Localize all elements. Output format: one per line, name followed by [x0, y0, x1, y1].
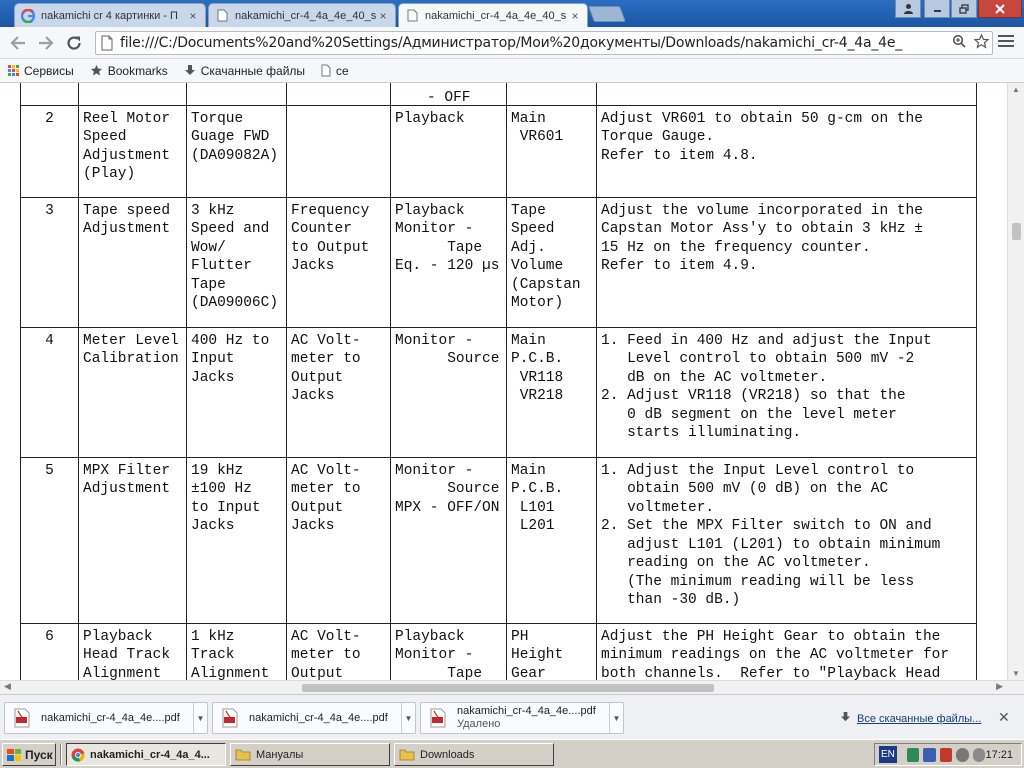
zoom-icon[interactable] [948, 34, 970, 52]
bookmark-label: Скачанные файлы [200, 63, 306, 78]
cell-test-tape: 1 kHz Track Alignment [187, 623, 287, 680]
cell-item: Playback Head Track Alignment [79, 623, 187, 680]
taskbar-item-label: Downloads [420, 748, 475, 761]
clock: 17:21 [985, 748, 1013, 761]
pdf-file-icon [429, 708, 447, 728]
chevron-down-icon[interactable]: ▼ [193, 703, 207, 733]
page-icon [321, 64, 331, 77]
cell-num: 3 [21, 197, 79, 327]
download-filename: nakamichi_cr-4_4a_4e....pdf [249, 711, 388, 724]
download-filename: nakamichi_cr-4_4a_4e....pdf [41, 711, 180, 724]
pdf-viewport[interactable] [0, 83, 1024, 680]
taskbar-item-label: Мануалы [256, 748, 304, 761]
start-button[interactable] [2, 743, 56, 766]
taskbar-item-chrome[interactable] [66, 743, 226, 766]
pdf-file-icon [221, 708, 239, 728]
cell-test-tape: 3 kHz Speed and Wow/ Flutter Tape (DA09006C) [187, 197, 287, 327]
download-icon [184, 64, 196, 77]
forward-button[interactable] [34, 32, 58, 54]
download-icon [840, 711, 851, 726]
cell-connection: Frequency Counter to Output Jacks [287, 197, 391, 327]
page-icon [215, 9, 229, 23]
close-window-button[interactable] [978, 0, 1022, 18]
cell-num: 5 [21, 457, 79, 623]
pdf-file-icon [13, 708, 31, 728]
tab-pdf-1[interactable] [208, 3, 396, 27]
menu-icon[interactable] [998, 35, 1014, 50]
cell-mode: Monitor - Source MPX - OFF/ON [391, 457, 507, 623]
cell-mode: - OFF [391, 83, 507, 105]
arrow-right-icon [38, 36, 54, 50]
download-item[interactable] [4, 702, 208, 734]
scroll-thumb[interactable] [1012, 223, 1021, 240]
page-icon [405, 9, 419, 23]
cell-item: MPX Filter Adjustment [79, 457, 187, 623]
taskbar-separator [60, 744, 62, 765]
update-icon[interactable] [973, 748, 986, 762]
download-info [457, 705, 609, 731]
download-shelf [0, 694, 1024, 739]
folder-icon [399, 748, 415, 761]
bookmark-label: Сервисы [24, 63, 74, 78]
cell-test-tape: 400 Hz to Input Jacks [187, 327, 287, 457]
back-button[interactable] [6, 32, 30, 54]
cell-connection: AC Volt- meter to Output Jacks [287, 457, 391, 623]
close-icon[interactable]: × [379, 8, 387, 23]
start-label: Пуск [25, 747, 53, 762]
reload-button[interactable] [62, 32, 86, 54]
scroll-left-icon[interactable]: ◀ [4, 681, 11, 691]
folder-icon [235, 748, 251, 761]
scroll-right-icon[interactable]: ▶ [996, 681, 1003, 691]
cell-adjust: PH Height Gear [507, 623, 597, 680]
arrow-left-icon [10, 36, 26, 50]
cell-num: 2 [21, 105, 79, 197]
cell-item: Tape speed Adjustment [79, 197, 187, 327]
cell-procedure: 1. Adjust the Input Level control to obtain 500 mV (0 dB) on the AC voltmeter. 2. Set the MPX Filter switch to ON and adjust L101 (L201) to obtain minimum reading on the AC voltmeter. (The minimum reading will be less than -30 dB.) [597, 457, 977, 623]
chevron-down-icon[interactable]: ▼ [401, 703, 415, 733]
table-row-partial [21, 83, 977, 105]
restore-button[interactable] [951, 0, 977, 18]
table-row [21, 457, 977, 623]
cell-mode: Playback Monitor - Tape Eq. - 120 µs [391, 197, 507, 327]
system-tray [874, 743, 1022, 766]
cell-connection: AC Volt- meter to Output [287, 623, 391, 680]
cell-adjust: Main P.C.B. VR118 VR218 [507, 327, 597, 457]
table-row [21, 197, 977, 327]
cell-adjust: Tape Speed Adj. Volume (Capstan Motor) [507, 197, 597, 327]
bookmark-services[interactable] [8, 64, 74, 78]
bookmark-ce[interactable] [321, 64, 349, 78]
bookmark-label: Bookmarks [107, 63, 168, 78]
download-item[interactable] [212, 702, 416, 734]
bookmark-bookmarks[interactable] [90, 64, 168, 78]
tab-strip [0, 0, 1024, 27]
app-tray-icon[interactable] [923, 748, 936, 762]
scroll-down-icon[interactable]: ▼ [1012, 669, 1020, 678]
tab-title: nakamichi_cr-4_4a_4e_40_s [425, 9, 567, 22]
cell-procedure: Adjust the volume incorporated in the Capstan Motor Ass'y to obtain 3 kHz ± 15 Hz on the frequency counter. Refer to item 4.9. [597, 197, 977, 327]
cell-connection [287, 105, 391, 197]
cell-adjust: Main P.C.B. L101 L201 [507, 457, 597, 623]
network-icon[interactable] [907, 748, 920, 762]
page-icon [100, 35, 114, 51]
tab-google-images[interactable] [14, 3, 206, 27]
download-item[interactable] [420, 702, 624, 734]
windows-logo-icon [7, 749, 21, 761]
cell-mode: Monitor - Source [391, 327, 507, 457]
cell-mode: Playback Monitor - Tape [391, 623, 507, 680]
cell-procedure: Adjust VR601 to obtain 50 g-cm on the Torque Gauge. Refer to item 4.8. [597, 105, 977, 197]
all-downloads-label: Все скачанные файлы... [857, 712, 982, 725]
close-icon[interactable]: ✕ [998, 709, 1010, 725]
volume-icon[interactable] [956, 748, 969, 762]
star-icon[interactable] [970, 34, 992, 53]
table-row [21, 105, 977, 197]
cell-mode: Playback [391, 105, 507, 197]
chevron-down-icon[interactable]: ▼ [609, 703, 623, 733]
url-text: file:///C:/Documents%20and%20Settings/Администратор/Мои%20документы/Downloads/nakamichi_cr-4_4a_4e_ [120, 35, 903, 51]
minimize-button[interactable] [924, 0, 950, 18]
user-profile-icon[interactable] [895, 0, 921, 18]
address-bar[interactable] [95, 31, 993, 55]
adjustment-table [20, 83, 977, 680]
tab-title: nakamichi_cr-4_4a_4e_40_s [235, 9, 377, 22]
all-downloads-link[interactable] [840, 711, 981, 726]
scroll-thumb[interactable] [302, 684, 714, 692]
horizontal-scrollbar[interactable] [0, 680, 1024, 694]
cell-num: 4 [21, 327, 79, 457]
taskbar-item-label: nakamichi_cr-4_4a_4... [90, 748, 210, 761]
bookmark-label: ce [336, 63, 349, 78]
tab-title: nakamichi cr 4 картинки - П [41, 9, 178, 22]
cell-test-tape: Torque Guage FWD (DA09082A) [187, 105, 287, 197]
new-tab-button[interactable] [588, 6, 626, 22]
taskbar-item-downloads[interactable] [394, 743, 554, 766]
apps-grid-icon [8, 65, 19, 76]
taskbar [0, 739, 1024, 768]
pdf-page [20, 83, 976, 680]
download-filename: nakamichi_cr-4_4a_4e....pdf [457, 705, 596, 717]
star-icon [90, 64, 103, 77]
cell-adjust: Main VR601 [507, 105, 597, 197]
reload-icon [66, 35, 82, 51]
language-indicator[interactable]: EN [879, 746, 897, 763]
tab-pdf-2-active[interactable] [398, 3, 588, 27]
bookmarks-bar [0, 59, 1024, 83]
download-status: Удалено [457, 718, 501, 730]
chrome-icon [71, 748, 85, 762]
taskbar-item-manuals[interactable] [230, 743, 390, 766]
cell-num: 6 [21, 623, 79, 680]
cell-item: Meter Level Calibration [79, 327, 187, 457]
antivirus-icon[interactable] [940, 748, 953, 762]
google-icon [21, 9, 35, 23]
cell-connection: AC Volt- meter to Output Jacks [287, 327, 391, 457]
table-row [21, 623, 977, 680]
close-icon[interactable]: × [571, 8, 579, 23]
vertical-scrollbar[interactable] [1007, 83, 1024, 680]
cell-test-tape: 19 kHz ±100 Hz to Input Jacks [187, 457, 287, 623]
bookmark-downloads[interactable] [184, 64, 305, 78]
browser-toolbar [0, 27, 1024, 59]
table-row [21, 327, 977, 457]
cell-procedure: Adjust the PH Height Gear to obtain the minimum readings on the AC voltmeter for both channels. Refer to "Playback Head [597, 623, 977, 680]
close-icon[interactable]: × [189, 8, 197, 23]
cell-procedure: 1. Feed in 400 Hz and adjust the Input Level control to obtain 500 mV -2 dB on the AC voltmeter. 2. Adjust VR118 (VR218) so that the 0 dB segment on the level meter starts illuminating. [597, 327, 977, 457]
cell-item: Reel Motor Speed Adjustment (Play) [79, 105, 187, 197]
scroll-up-icon[interactable]: ▲ [1012, 85, 1020, 94]
